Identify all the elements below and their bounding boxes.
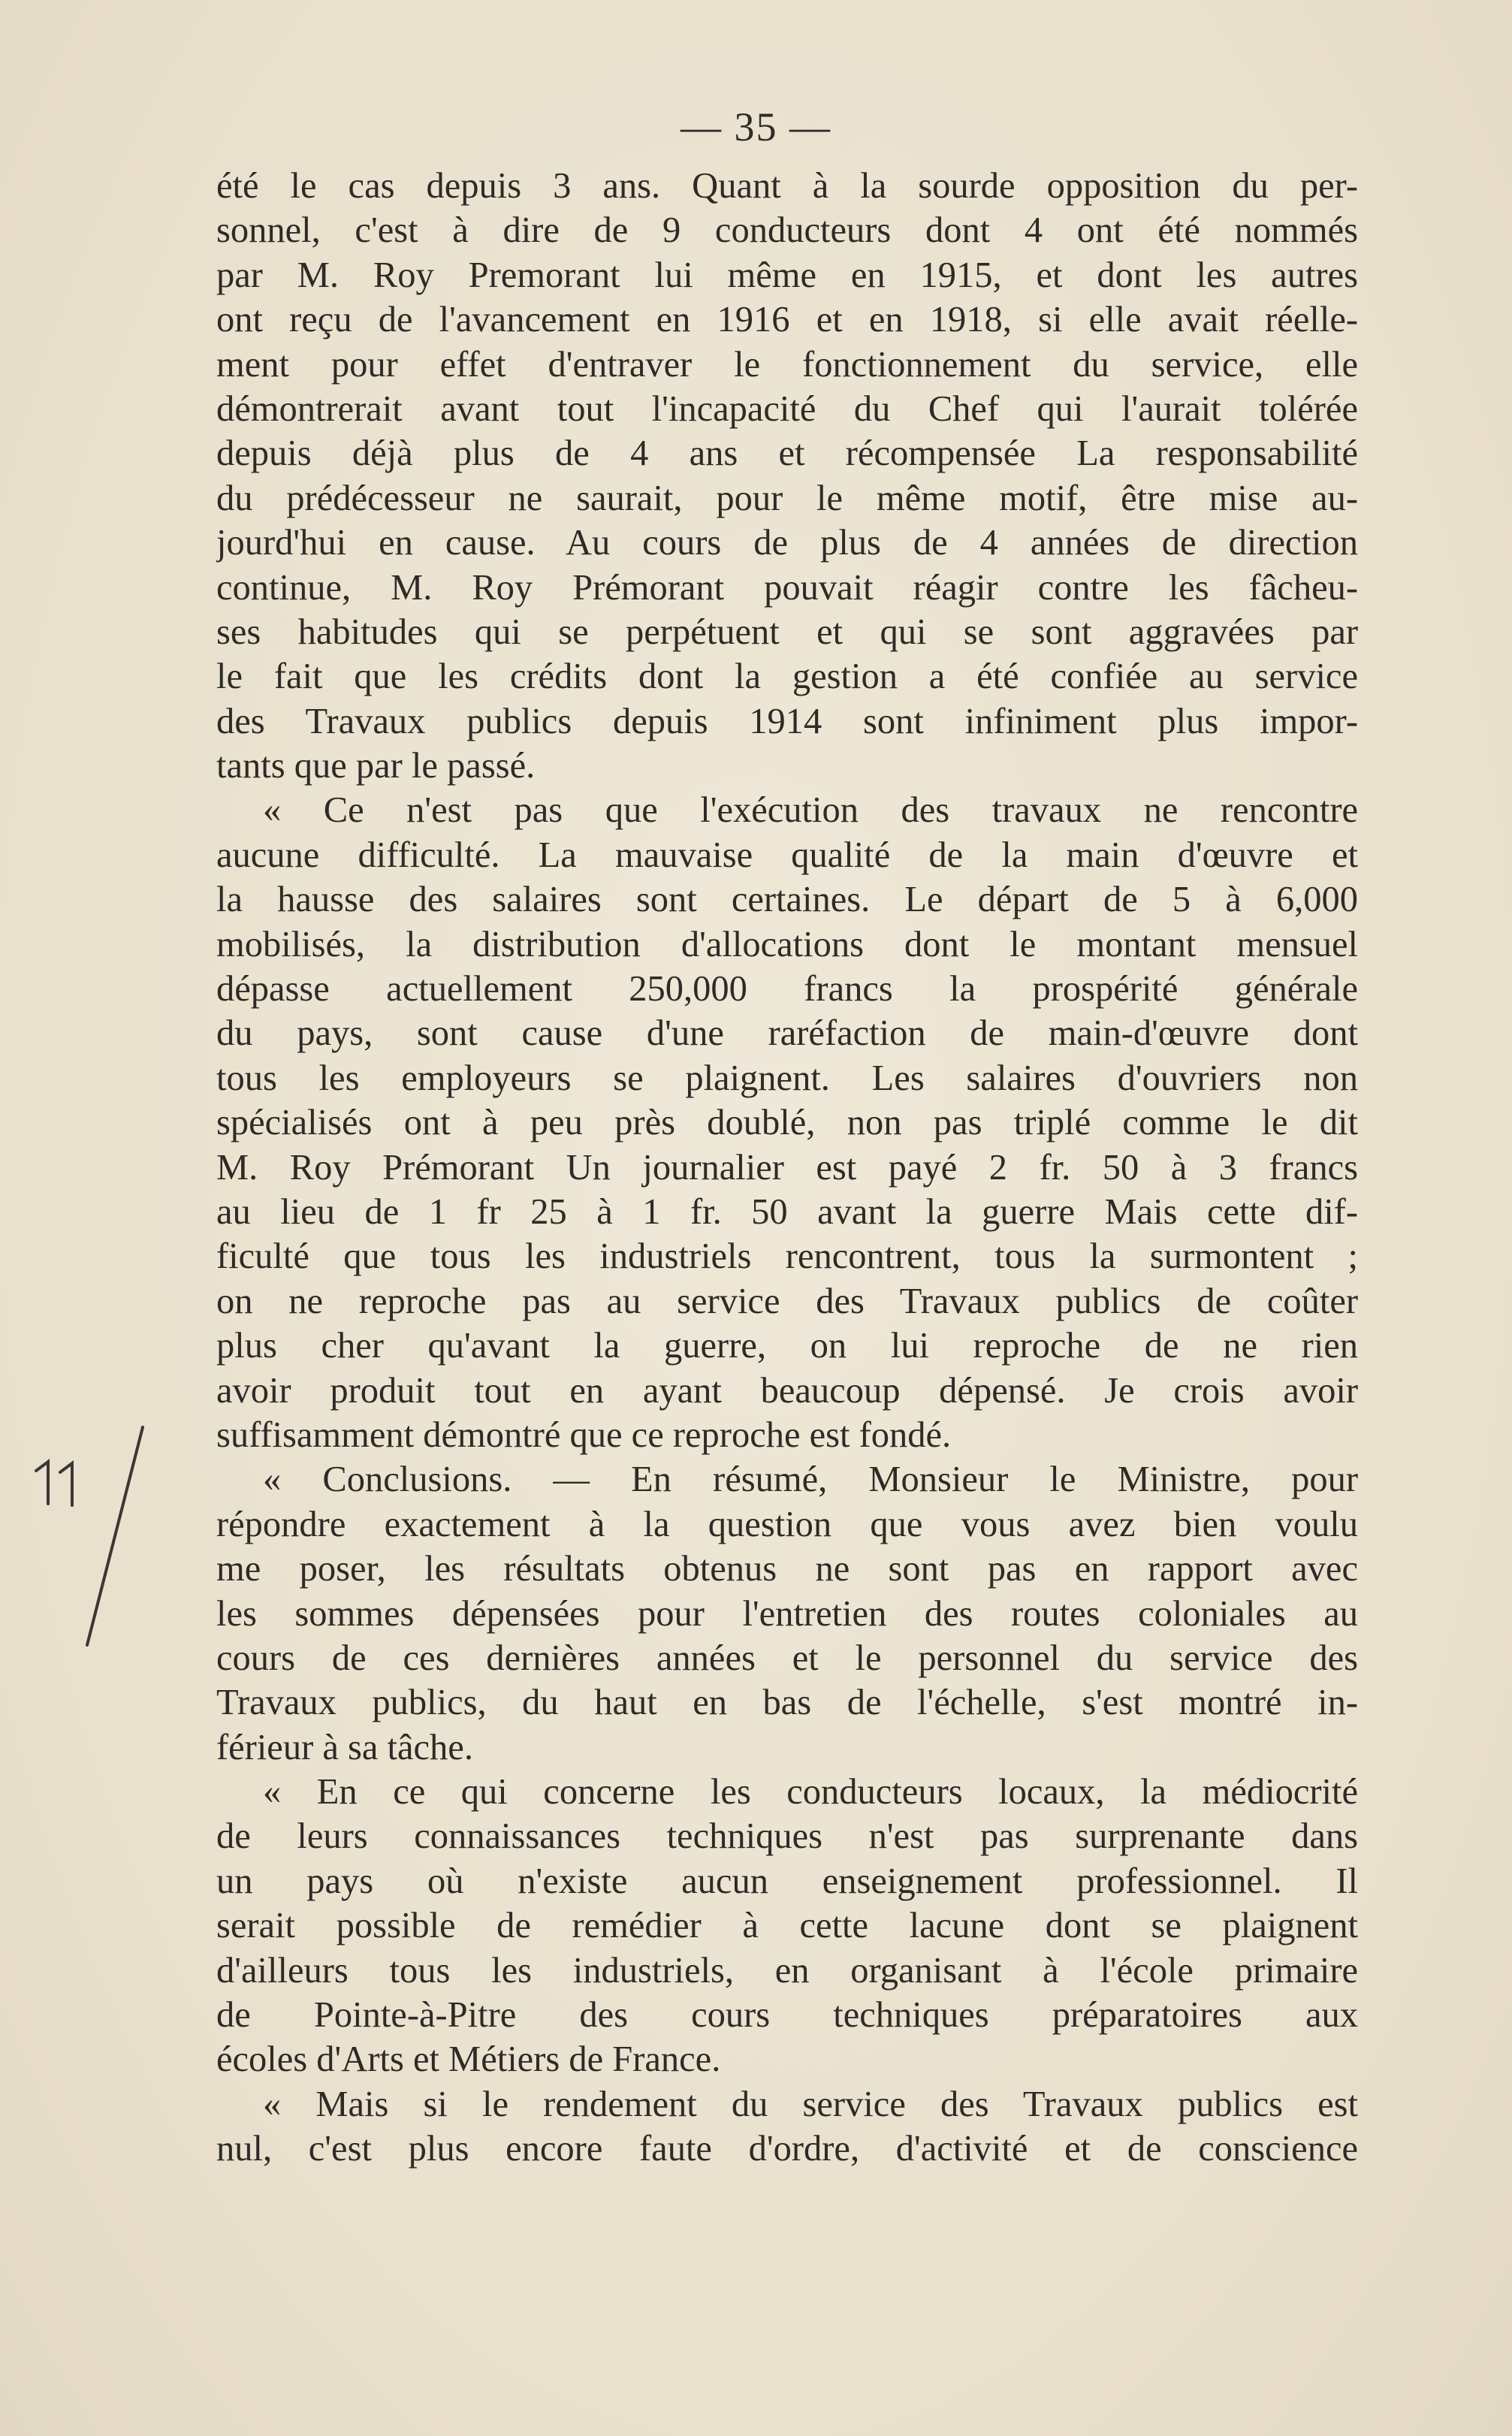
page-number: — 35 — — [681, 104, 831, 149]
text-line: « Conclusions. — En résumé, Monsieur le Ministre, pour — [263, 1459, 1358, 1500]
text-line: suffisamment démontré que ce reproche est fondé. — [216, 1414, 952, 1455]
text-line: férieur à sa tâche. — [216, 1727, 473, 1767]
body-text — [216, 164, 1358, 2172]
text-line: du pays, sont cause d'une raréfaction de main-d'œuvre dont — [216, 1013, 1358, 1054]
text-line: M. Roy Prémorant Un journalier est payé 2 fr. 50 à 3 francs — [216, 1147, 1358, 1188]
text-line: mobilisés, la distribution d'allocations dont le montant mensuel — [216, 924, 1358, 964]
text-line: d'ailleurs tous les industriels, en organisant à l'école primaire — [216, 1950, 1358, 1991]
text-line: jourd'hui en cause. Au cours de plus de 4 années de direction — [216, 523, 1358, 563]
text-line: sonnel, c'est à dire de 9 conducteurs dont 4 ont été nommés — [216, 210, 1358, 251]
text-line: ses habitudes qui se perpétuent et qui se sont aggravées par — [216, 611, 1358, 652]
text-line: du prédécesseur ne saurait, pour le même motif, être mise au- — [216, 478, 1358, 518]
text-line: de leurs connaissances techniques n'est pas surprenante dans — [216, 1816, 1358, 1857]
text-line: « En ce qui concerne les conducteurs locaux, la médiocrité — [263, 1772, 1358, 1813]
text-line: continue, M. Roy Prémorant pouvait réagir contre les fâcheu- — [216, 567, 1358, 608]
text-line: dépasse actuellement 250,000 francs la prospérité générale — [216, 969, 1358, 1010]
text-line: des Travaux publics depuis 1914 sont infiniment plus impor- — [216, 701, 1358, 741]
text-line: au lieu de 1 fr 25 à 1 fr. 50 avant la guerre Mais cette dif- — [216, 1191, 1358, 1232]
text-line: un pays où n'existe aucun enseignement professionnel. Il — [216, 1861, 1358, 1901]
text-line: « Mais si le rendement du service des Travaux publics est — [263, 2084, 1358, 2124]
text-line: par M. Roy Premorant lui même en 1915, et dont les autres — [216, 255, 1358, 295]
text-line: depuis déjà plus de 4 ans et récompensée La responsabilité — [216, 433, 1358, 474]
text-line: de Pointe-à-Pitre des cours techniques préparatoires aux — [216, 1995, 1358, 2036]
text-line: répondre exactement à la question que vous avez bien voulu — [216, 1504, 1358, 1544]
text-line: été le cas depuis 3 ans. Quant à la sourde opposition du per- — [216, 166, 1358, 206]
text-line: me poser, les résultats obtenus ne sont pas en rapport avec — [216, 1549, 1358, 1589]
text-line: ficulté que tous les industriels rencontrent, tous la surmontent ; — [216, 1236, 1358, 1277]
text-line: « Ce n'est pas que l'exécution des travaux ne rencontre — [263, 790, 1358, 831]
text-line: le fait que les crédits dont la gestion a été confiée au service — [216, 657, 1358, 697]
text-line: serait possible de remédier à cette lacune dont se plaignent — [216, 1906, 1358, 1946]
text-line: ont reçu de l'avancement en 1916 et en 1918, si elle avait réelle- — [216, 300, 1358, 340]
text-line: ment pour effet d'entraver le fonctionnement du service, elle — [216, 344, 1358, 385]
text-line: démontrerait avant tout l'incapacité du Chef qui l'aurait tolérée — [216, 388, 1358, 429]
handwritten-margin-mark — [23, 1420, 158, 1660]
text-line: tants que par le passé. — [216, 746, 536, 786]
text-line: on ne reproche pas au service des Travaux publics de coûter — [216, 1281, 1358, 1321]
text-line: tous les employeurs se plaignent. Les salaires d'ouvriers non — [216, 1058, 1358, 1098]
text-line: Travaux publics, du haut en bas de l'échelle, s'est montré in- — [216, 1683, 1358, 1723]
text-line: aucune difficulté. La mauvaise qualité de la main d'œuvre et — [216, 835, 1358, 875]
text-line: cours de ces dernières années et le personnel du service des — [216, 1638, 1358, 1678]
text-line: avoir produit tout en ayant beaucoup dépensé. Je crois avoir — [216, 1370, 1358, 1411]
text-line: nul, c'est plus encore faute d'ordre, d'activité et de conscience — [216, 2129, 1358, 2169]
text-line: la hausse des salaires sont certaines. Le départ de 5 à 6,000 — [216, 880, 1358, 920]
text-line: plus cher qu'avant la guerre, on lui reproche de ne rien — [216, 1326, 1358, 1366]
text-line: spécialisés ont à peu près doublé, non pas triplé comme le dit — [216, 1103, 1358, 1143]
text-line: écoles d'Arts et Métiers de France. — [216, 2039, 721, 2080]
text-line: les sommes dépensées pour l'entretien des routes coloniales au — [216, 1593, 1358, 1634]
